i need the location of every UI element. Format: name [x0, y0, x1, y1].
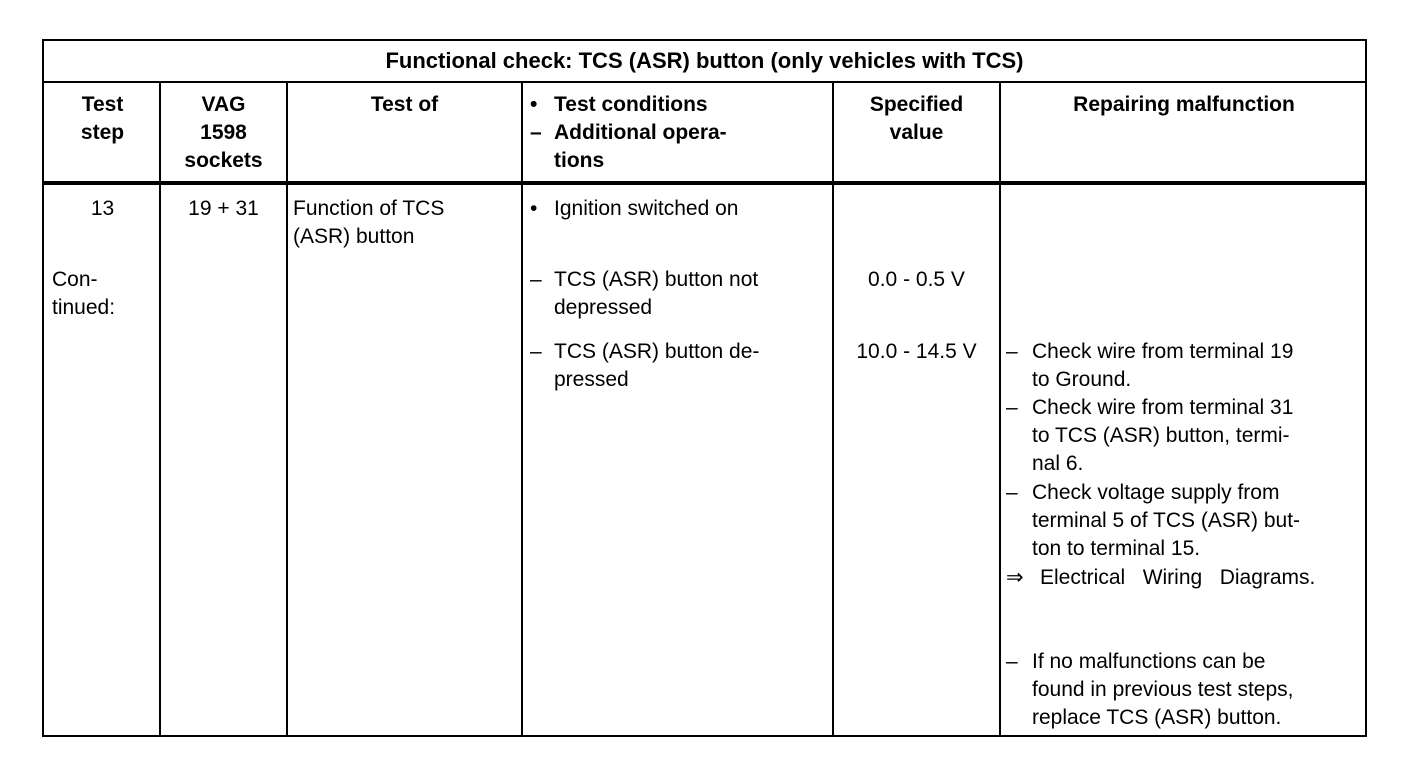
dash-marker: – [530, 340, 542, 363]
test-of-line: (ASR) button [293, 225, 415, 248]
header-vag-sockets [161, 91, 286, 175]
continued-line: Con- [52, 268, 98, 291]
repair-line: Check wire from terminal 19 [1032, 340, 1294, 363]
repair-line: nal 6. [1032, 452, 1084, 475]
specified-value: 0.0 - 0.5 V [868, 268, 965, 291]
header-line: Additional opera- [554, 121, 727, 144]
repair-line: terminal 5 of TCS (ASR) but- [1032, 509, 1301, 532]
repair-item [1006, 479, 1300, 563]
continued-label [52, 266, 115, 322]
condition-line: TCS (ASR) button not [554, 268, 759, 291]
header-condition-line [530, 91, 830, 119]
repair-line: ton to terminal 15. [1032, 537, 1201, 560]
test-step-number: 13 [90, 197, 115, 220]
repair-line: found in previous test steps, [1032, 678, 1294, 701]
repair-item [1006, 338, 1293, 394]
repair-item [1006, 394, 1293, 478]
header-repairing: Repairing malfunction [1073, 93, 1295, 116]
condition-item [530, 266, 758, 322]
header-line: Test conditions [554, 93, 708, 116]
repair-line: Check wire from terminal 31 [1032, 396, 1294, 419]
repair-line: Check voltage supply from [1032, 481, 1280, 504]
repair-line: to Ground. [1032, 368, 1132, 391]
header-line: 1598 [200, 121, 247, 144]
dash-marker: – [530, 121, 542, 144]
specified-value: 10.0 - 14.5 V [856, 340, 977, 363]
condition-line: Ignition switched on [554, 197, 739, 220]
test-of-text [293, 195, 444, 251]
continued-line: tinued: [52, 296, 116, 319]
dash-marker: – [1006, 481, 1018, 504]
repair-item [1006, 564, 1315, 592]
condition-item [530, 338, 759, 394]
header-line: tions [554, 149, 605, 172]
repair-item [1006, 648, 1294, 732]
condition-line: TCS (ASR) button de- [554, 340, 760, 363]
header-condition-line [530, 119, 830, 147]
header-separator [44, 181, 1365, 185]
header-condition-line [530, 147, 830, 175]
repair-line: If no malfunctions can be [1032, 650, 1266, 673]
header-line: step [80, 121, 125, 144]
header-line: value [889, 121, 944, 144]
header-conditions [530, 91, 830, 175]
dash-marker: – [1006, 396, 1018, 419]
condition-line: pressed [554, 368, 629, 391]
repair-line: replace TCS (ASR) button. [1032, 706, 1282, 729]
functional-check-table [42, 39, 1367, 737]
condition-line: depressed [554, 296, 653, 319]
test-of-line: Function of TCS [293, 197, 445, 220]
table-title: Functional check: TCS (ASR) button (only vehicles with TCS) [44, 41, 1365, 83]
header-test-step [46, 91, 159, 147]
dash-marker: – [530, 268, 542, 291]
dash-marker: – [1006, 650, 1018, 673]
bullet-marker: • [530, 197, 538, 220]
header-test-of: Test of [370, 93, 439, 116]
header-line: Specified [869, 93, 964, 116]
arrow-icon: ⇒ [1006, 566, 1024, 589]
header-line: sockets [184, 149, 263, 172]
header-specified-value [834, 91, 999, 147]
condition-item [530, 195, 738, 223]
sockets-value: 19 + 31 [188, 197, 259, 220]
dash-marker: – [1006, 340, 1018, 363]
header-line: VAG [201, 93, 246, 116]
repair-line: to TCS (ASR) button, termi- [1032, 424, 1290, 447]
bullet-marker: • [530, 93, 538, 116]
wiring-diagrams-reference: Electrical Wiring Diagrams. [1040, 566, 1316, 589]
header-line: Test [81, 93, 124, 116]
